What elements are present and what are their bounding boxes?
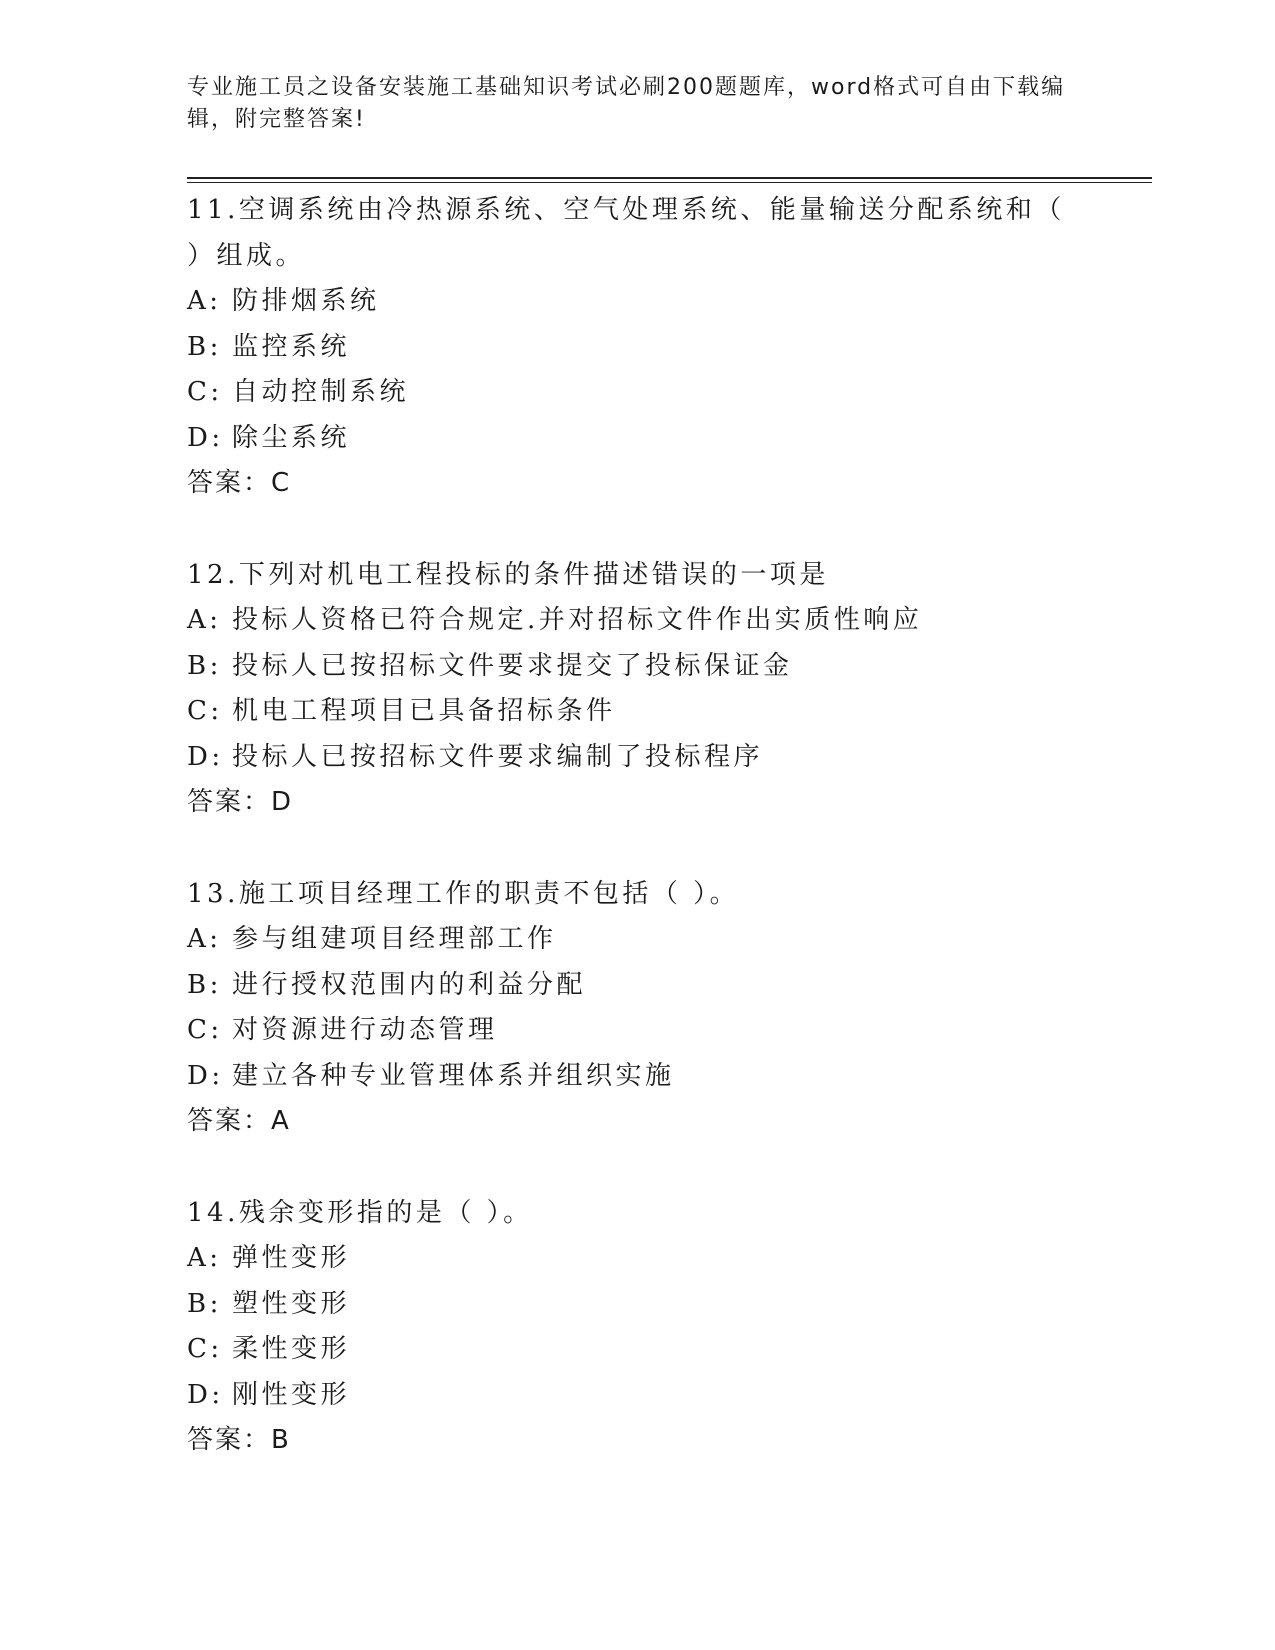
option-d bbox=[187, 1054, 1152, 1100]
option-c bbox=[187, 689, 1152, 735]
answer-label: 答案：B bbox=[187, 1425, 291, 1455]
option-letter: D: bbox=[187, 1379, 224, 1410]
option-text: 建立各种专业管理体系并组织实施 bbox=[232, 1060, 675, 1091]
option-b bbox=[187, 325, 1152, 371]
document-header: 专业施工员之设备安装施工基础知识考试必刷200题题库，word格式可自由下载编辑，附完整答案! bbox=[187, 75, 1066, 132]
option-text: 进行授权范围内的利益分配 bbox=[232, 969, 587, 1000]
option-text: 参与组建项目经理部工作 bbox=[232, 924, 557, 954]
option-d bbox=[187, 416, 1152, 462]
answer-label: 答案：A bbox=[187, 1106, 291, 1136]
option-a bbox=[187, 598, 1152, 644]
option-text: 防排烟系统 bbox=[232, 286, 380, 316]
option-letter: C: bbox=[187, 1015, 223, 1045]
header-divider bbox=[187, 177, 1152, 183]
option-text: 弹性变形 bbox=[232, 1243, 351, 1273]
answer-label: 答案：C bbox=[187, 468, 292, 498]
option-letter: C: bbox=[187, 377, 223, 407]
question-14 bbox=[187, 1191, 1152, 1464]
question-stem: 13.施工项目经理工作的职责不包括（ ）。 bbox=[187, 878, 740, 909]
question-stem: 11.空调系统由冷热源系统、空气处理系统、能量输送分配系统和（ ）组成。 bbox=[187, 195, 1065, 271]
option-text: 投标人资格已符合规定.并对招标文件作出实质性响应 bbox=[232, 605, 923, 635]
option-text: 除尘系统 bbox=[232, 422, 351, 453]
option-letter: B: bbox=[187, 331, 222, 362]
option-d bbox=[187, 1373, 1152, 1419]
option-letter: A: bbox=[187, 286, 222, 316]
option-text: 刚性变形 bbox=[232, 1379, 351, 1410]
question-12 bbox=[187, 553, 1152, 826]
answer-label: 答案：D bbox=[187, 787, 294, 817]
option-text: 自动控制系统 bbox=[232, 377, 410, 407]
option-a bbox=[187, 1236, 1152, 1282]
option-letter: B: bbox=[187, 969, 222, 1000]
option-c bbox=[187, 1008, 1152, 1054]
option-c bbox=[187, 1327, 1152, 1373]
question-stem: 12.下列对机电工程投标的条件描述错误的一项是 bbox=[187, 559, 829, 590]
option-letter: C: bbox=[187, 1334, 223, 1364]
option-letter: C: bbox=[187, 696, 223, 726]
question-stem: 14.残余变形指的是（ ）。 bbox=[187, 1197, 533, 1228]
question-list bbox=[187, 188, 1152, 1510]
option-b bbox=[187, 963, 1152, 1009]
question-11 bbox=[187, 188, 1152, 507]
option-text: 机电工程项目已具备招标条件 bbox=[232, 696, 616, 726]
option-text: 投标人已按招标文件要求编制了投标程序 bbox=[232, 741, 764, 772]
option-letter: D: bbox=[187, 741, 224, 772]
option-a bbox=[187, 917, 1152, 963]
option-text: 对资源进行动态管理 bbox=[232, 1015, 498, 1045]
option-letter: D: bbox=[187, 1060, 224, 1091]
option-b bbox=[187, 644, 1152, 690]
option-letter: B: bbox=[187, 650, 222, 681]
option-text: 塑性变形 bbox=[232, 1288, 351, 1319]
option-text: 监控系统 bbox=[232, 331, 351, 362]
option-letter: A: bbox=[187, 1243, 222, 1273]
option-letter: A: bbox=[187, 924, 222, 954]
question-13 bbox=[187, 872, 1152, 1145]
option-b bbox=[187, 1282, 1152, 1328]
option-letter: B: bbox=[187, 1288, 222, 1319]
option-d bbox=[187, 735, 1152, 781]
option-letter: A: bbox=[187, 605, 222, 635]
option-text: 柔性变形 bbox=[232, 1334, 351, 1364]
option-letter: D: bbox=[187, 422, 224, 453]
option-c bbox=[187, 370, 1152, 416]
option-text: 投标人已按招标文件要求提交了投标保证金 bbox=[232, 650, 793, 681]
option-a bbox=[187, 279, 1152, 325]
